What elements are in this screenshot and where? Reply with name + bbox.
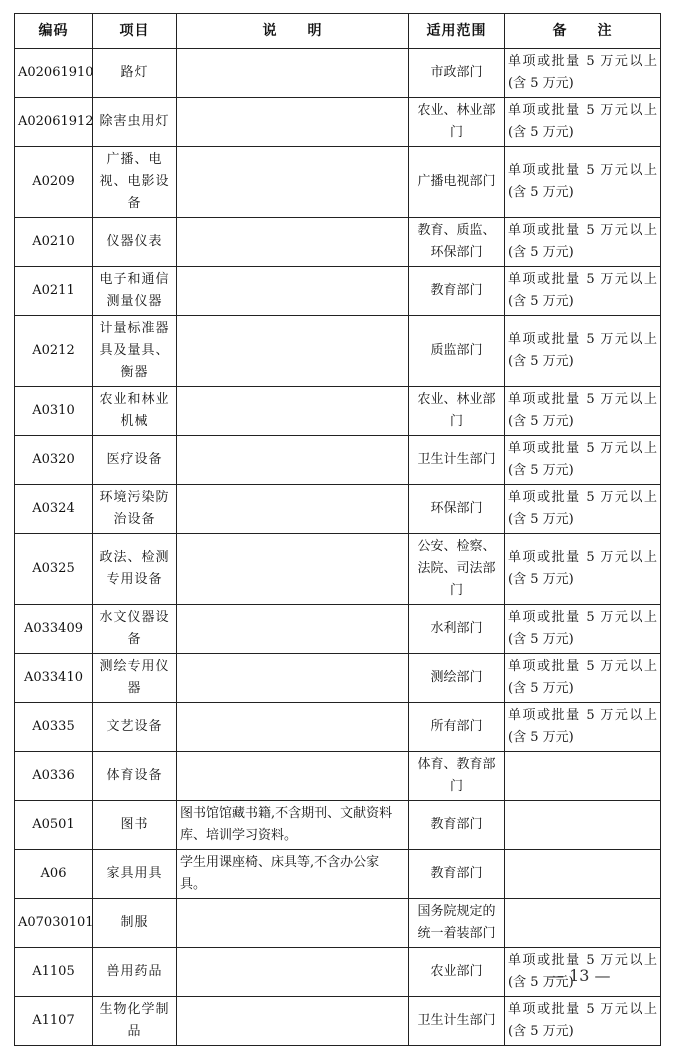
cell-scope: 卫生计生部门 bbox=[409, 436, 505, 485]
cell-item: 文艺设备 bbox=[93, 703, 177, 752]
table-row bbox=[15, 997, 661, 1046]
header-item: 项目 bbox=[93, 14, 177, 49]
table-row bbox=[15, 436, 661, 485]
cell-item: 制服 bbox=[93, 899, 177, 948]
cell-note: 单项或批量 5 万元以上(含 5 万元) bbox=[505, 605, 661, 654]
cell-scope: 教育部门 bbox=[409, 801, 505, 850]
cell-description bbox=[177, 899, 409, 948]
page-number: — 13 — bbox=[548, 966, 611, 985]
cell-note: 单项或批量 5 万元以上(含 5 万元) bbox=[505, 387, 661, 436]
cell-note bbox=[505, 801, 661, 850]
cell-code: A0211 bbox=[15, 267, 93, 316]
table-row bbox=[15, 752, 661, 801]
cell-item: 兽用药品 bbox=[93, 948, 177, 997]
cell-scope: 所有部门 bbox=[409, 703, 505, 752]
cell-note bbox=[505, 850, 661, 899]
cell-item: 除害虫用灯 bbox=[93, 98, 177, 147]
table-row bbox=[15, 801, 661, 850]
cell-description: 图书馆馆藏书籍,不含期刊、文献资料库、培训学习资料。 bbox=[177, 801, 409, 850]
cell-scope: 卫生计生部门 bbox=[409, 997, 505, 1046]
cell-note bbox=[505, 752, 661, 801]
cell-code: A0501 bbox=[15, 801, 93, 850]
cell-item: 图书 bbox=[93, 801, 177, 850]
table-row bbox=[15, 850, 661, 899]
cell-item: 水文仪器设备 bbox=[93, 605, 177, 654]
table-row bbox=[15, 605, 661, 654]
table-row bbox=[15, 485, 661, 534]
cell-code: A07030101 bbox=[15, 899, 93, 948]
cell-code: A0310 bbox=[15, 387, 93, 436]
cell-note: 单项或批量 5 万元以上(含 5 万元) bbox=[505, 534, 661, 605]
procurement-catalog-table bbox=[14, 13, 661, 1046]
cell-note: 单项或批量 5 万元以上(含 5 万元) bbox=[505, 218, 661, 267]
cell-description bbox=[177, 703, 409, 752]
cell-scope: 农业部门 bbox=[409, 948, 505, 997]
cell-description bbox=[177, 485, 409, 534]
header-code: 编码 bbox=[15, 14, 93, 49]
cell-item: 路灯 bbox=[93, 49, 177, 98]
cell-note: 单项或批量 5 万元以上(含 5 万元) bbox=[505, 98, 661, 147]
cell-description bbox=[177, 147, 409, 218]
cell-description bbox=[177, 997, 409, 1046]
table-header-row bbox=[15, 14, 661, 49]
cell-code: A0212 bbox=[15, 316, 93, 387]
table-row bbox=[15, 899, 661, 948]
cell-note: 单项或批量 5 万元以上(含 5 万元) bbox=[505, 316, 661, 387]
cell-description bbox=[177, 267, 409, 316]
cell-scope: 教育部门 bbox=[409, 850, 505, 899]
cell-code: A0335 bbox=[15, 703, 93, 752]
cell-code: A0209 bbox=[15, 147, 93, 218]
cell-code: A1107 bbox=[15, 997, 93, 1046]
cell-note: 单项或批量 5 万元以上(含 5 万元) bbox=[505, 436, 661, 485]
cell-description bbox=[177, 752, 409, 801]
cell-code: A0210 bbox=[15, 218, 93, 267]
cell-description bbox=[177, 98, 409, 147]
table-row bbox=[15, 218, 661, 267]
cell-note: 单项或批量 5 万元以上(含 5 万元) bbox=[505, 654, 661, 703]
cell-scope: 质监部门 bbox=[409, 316, 505, 387]
cell-scope: 水利部门 bbox=[409, 605, 505, 654]
table-row bbox=[15, 147, 661, 218]
table-body bbox=[15, 49, 661, 1046]
cell-description bbox=[177, 316, 409, 387]
cell-note: 单项或批量 5 万元以上(含 5 万元) bbox=[505, 997, 661, 1046]
cell-code: A0324 bbox=[15, 485, 93, 534]
table-row bbox=[15, 98, 661, 147]
table-row bbox=[15, 703, 661, 752]
cell-scope: 测绘部门 bbox=[409, 654, 505, 703]
table-row bbox=[15, 387, 661, 436]
cell-code: A0325 bbox=[15, 534, 93, 605]
cell-code: A06 bbox=[15, 850, 93, 899]
table-row bbox=[15, 49, 661, 98]
cell-description bbox=[177, 654, 409, 703]
cell-note: 单项或批量 5 万元以上(含 5 万元) bbox=[505, 147, 661, 218]
cell-scope: 教育部门 bbox=[409, 267, 505, 316]
cell-description bbox=[177, 948, 409, 997]
cell-code: A0320 bbox=[15, 436, 93, 485]
cell-code: A02061912 bbox=[15, 98, 93, 147]
cell-scope: 体育、教育部门 bbox=[409, 752, 505, 801]
cell-note: 单项或批量 5 万元以上(含 5 万元) bbox=[505, 948, 661, 997]
cell-scope: 公安、检察、法院、司法部门 bbox=[409, 534, 505, 605]
cell-code: A033409 bbox=[15, 605, 93, 654]
header-note: 备 注 bbox=[505, 14, 661, 49]
cell-scope: 教育、质监、环保部门 bbox=[409, 218, 505, 267]
cell-code: A02061910 bbox=[15, 49, 93, 98]
table-row bbox=[15, 654, 661, 703]
cell-item: 医疗设备 bbox=[93, 436, 177, 485]
cell-note: 单项或批量 5 万元以上(含 5 万元) bbox=[505, 49, 661, 98]
cell-note: 单项或批量 5 万元以上(含 5 万元) bbox=[505, 267, 661, 316]
cell-item: 体育设备 bbox=[93, 752, 177, 801]
cell-note: 单项或批量 5 万元以上(含 5 万元) bbox=[505, 703, 661, 752]
cell-item: 家具用具 bbox=[93, 850, 177, 899]
cell-description bbox=[177, 387, 409, 436]
cell-description: 学生用课座椅、床具等,不含办公家具。 bbox=[177, 850, 409, 899]
cell-item: 仪器仪表 bbox=[93, 218, 177, 267]
table-row bbox=[15, 267, 661, 316]
cell-scope: 农业、林业部门 bbox=[409, 387, 505, 436]
cell-note bbox=[505, 899, 661, 948]
cell-code: A0336 bbox=[15, 752, 93, 801]
cell-description bbox=[177, 605, 409, 654]
cell-scope: 农业、林业部门 bbox=[409, 98, 505, 147]
header-scope: 适用范围 bbox=[409, 14, 505, 49]
cell-item: 政法、检测专用设备 bbox=[93, 534, 177, 605]
cell-scope: 国务院规定的统一着装部门 bbox=[409, 899, 505, 948]
cell-scope: 广播电视部门 bbox=[409, 147, 505, 218]
cell-item: 农业和林业机械 bbox=[93, 387, 177, 436]
cell-description bbox=[177, 49, 409, 98]
cell-item: 计量标准器具及量具、衡器 bbox=[93, 316, 177, 387]
cell-code: A1105 bbox=[15, 948, 93, 997]
cell-note: 单项或批量 5 万元以上(含 5 万元) bbox=[505, 485, 661, 534]
cell-item: 环境污染防治设备 bbox=[93, 485, 177, 534]
table-row bbox=[15, 534, 661, 605]
cell-item: 电子和通信测量仪器 bbox=[93, 267, 177, 316]
cell-item: 广播、电视、电影设备 bbox=[93, 147, 177, 218]
cell-description bbox=[177, 534, 409, 605]
cell-scope: 市政部门 bbox=[409, 49, 505, 98]
table-row bbox=[15, 316, 661, 387]
cell-code: A033410 bbox=[15, 654, 93, 703]
header-description: 说 明 bbox=[177, 14, 409, 49]
cell-description bbox=[177, 436, 409, 485]
cell-item: 测绘专用仪器 bbox=[93, 654, 177, 703]
cell-item: 生物化学制品 bbox=[93, 997, 177, 1046]
cell-scope: 环保部门 bbox=[409, 485, 505, 534]
cell-description bbox=[177, 218, 409, 267]
